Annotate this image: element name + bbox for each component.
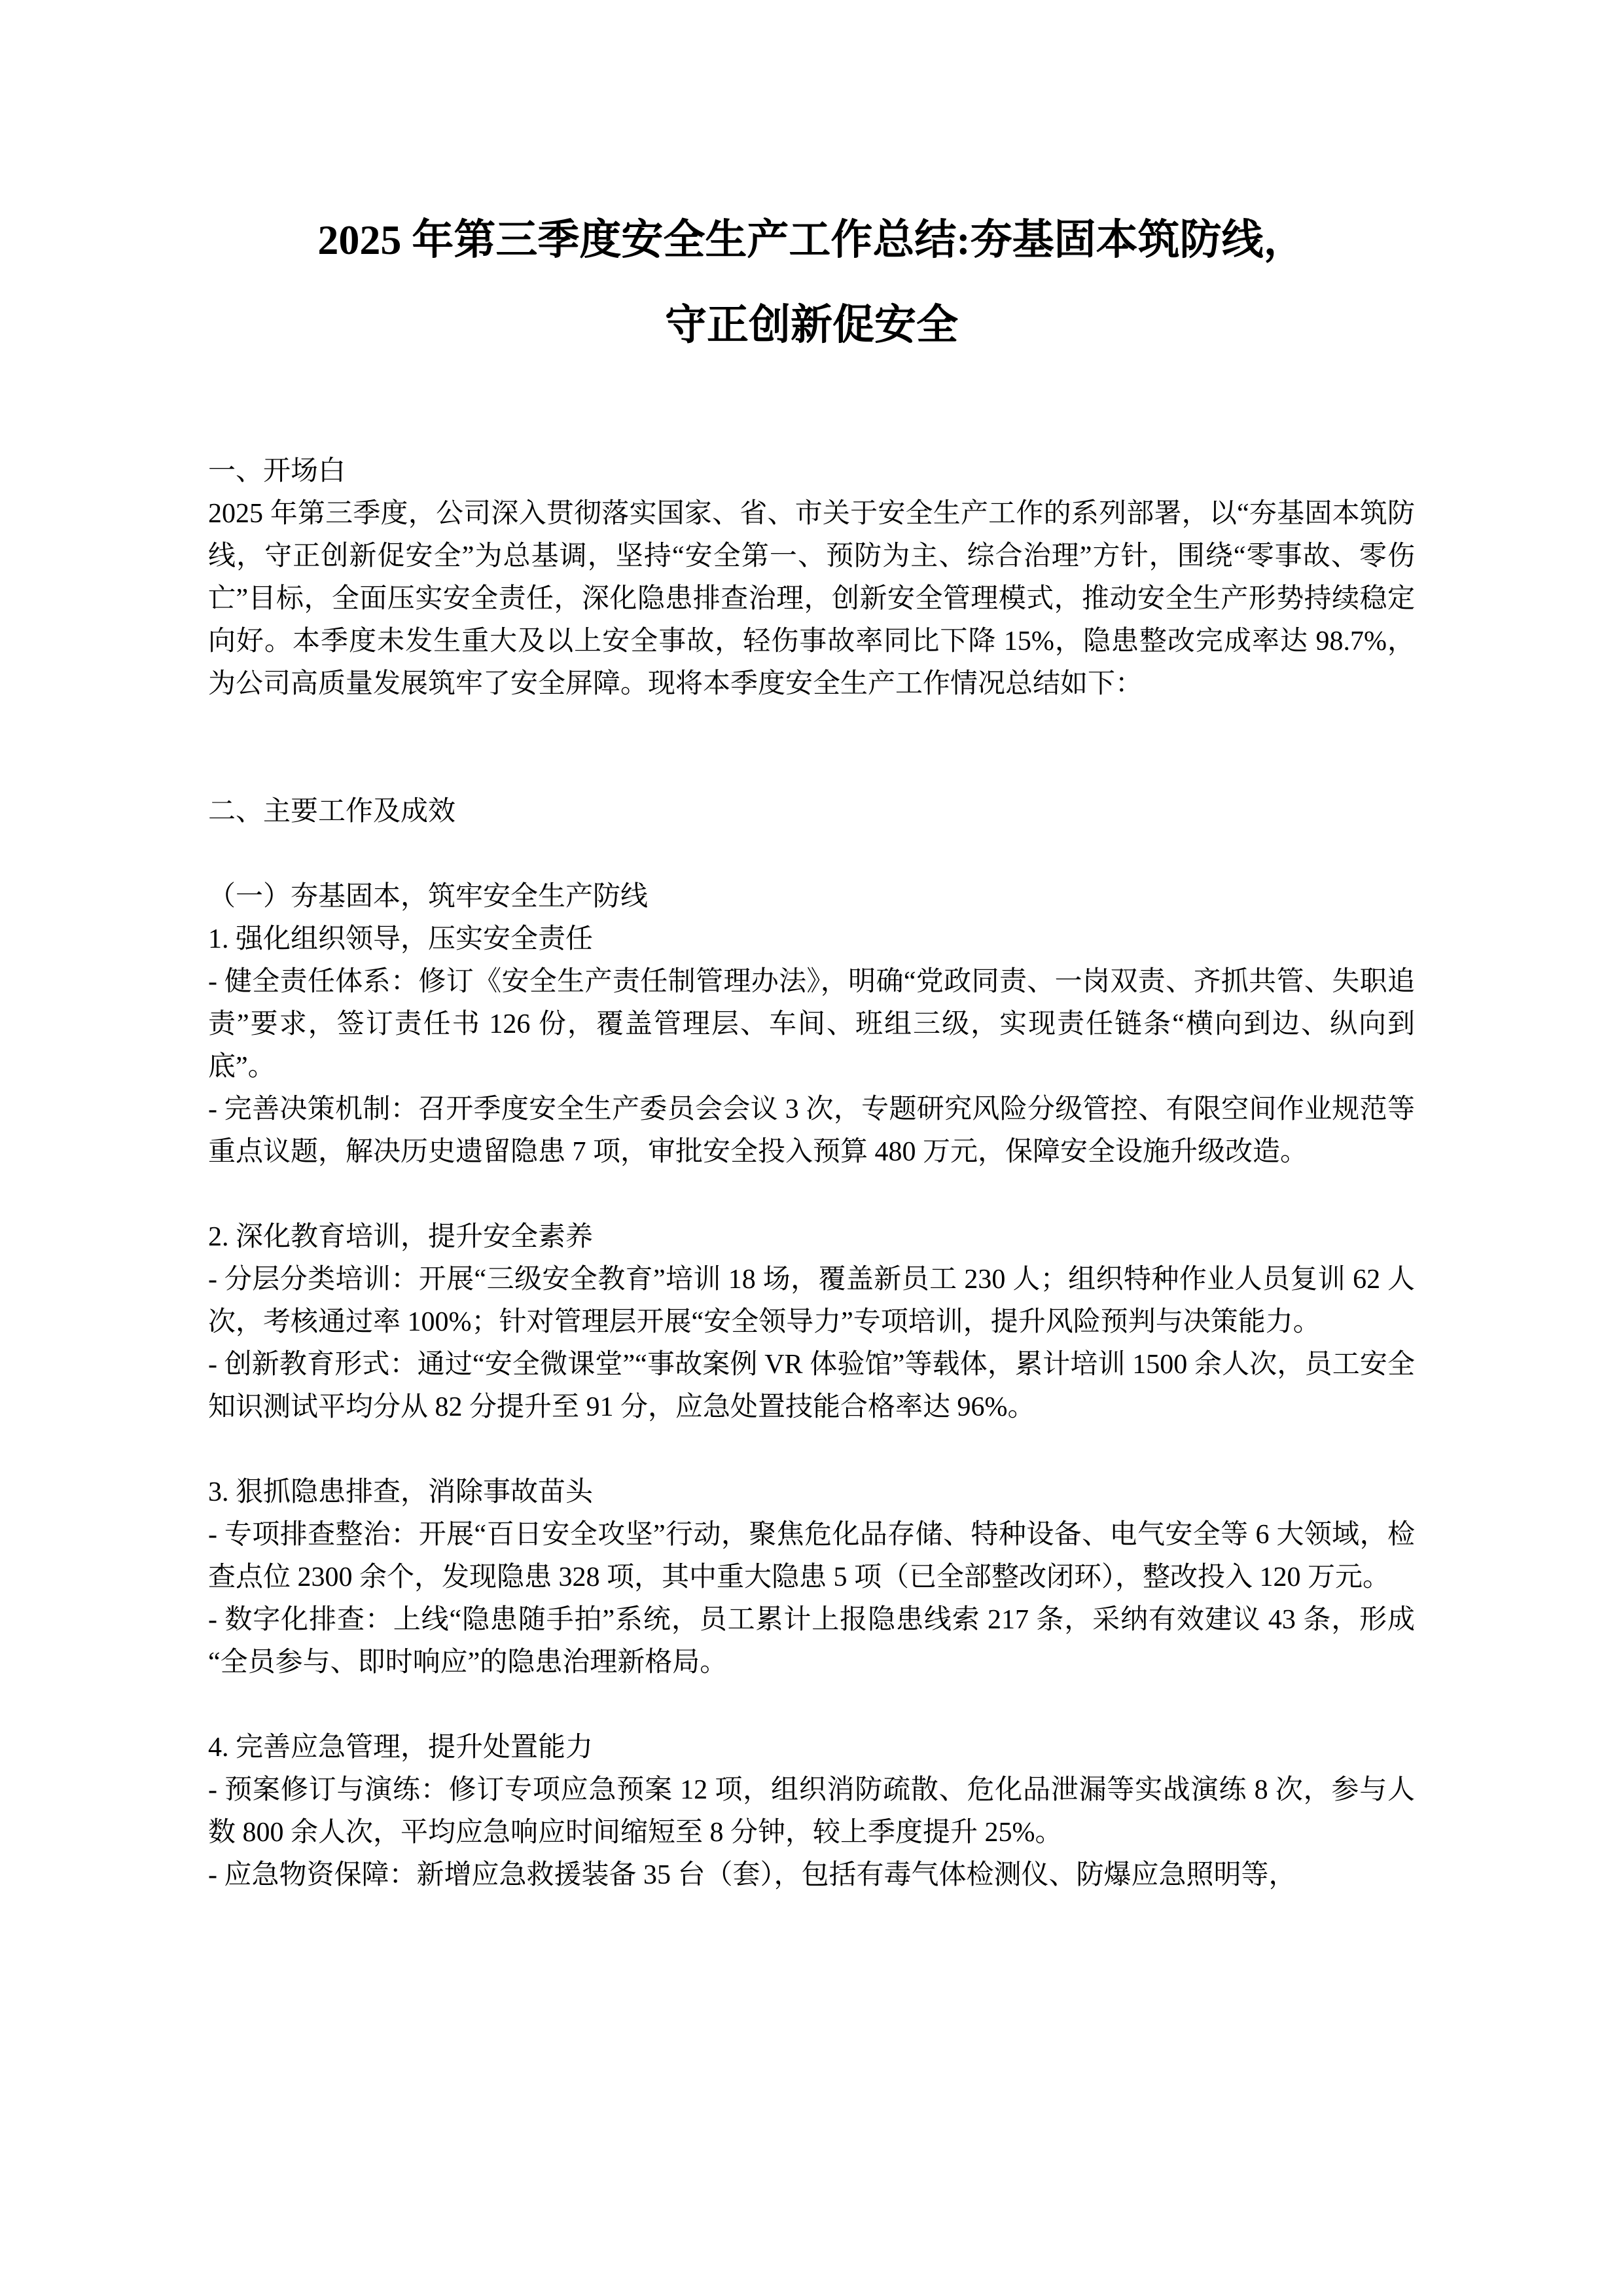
document-title (208, 198, 1415, 368)
work-item-3 (208, 1471, 1415, 1684)
opening-paragraph: 2025 年第三季度，公司深入贯彻落实国家、省、市关于安全生产工作的系列部署，以“夯基固本筑防线，守正创新促安全”为总基调，坚持“安全第一、预防为主、综合治理”方针，围绕“零事故、零伤亡”目标，全面压实安全责任，深化隐患排查治理，创新安全管理模式，推动安全生产形势持续稳定向好。本季度未发生重大及以上安全事故，轻伤事故率同比下降 15%，隐患整改完成率达 98.7%，为公司高质量发展筑牢了安全屏障。现将本季度安全生产工作情况总结如下： (208, 499, 1415, 699)
work-item-2-bullet-2: - 创新教育形式：通过“安全微课堂”“事故案例 VR 体验馆”等载体，累计培训 1500 余人次，员工安全知识测试平均分从 82 分提升至 91 分，应急处置技能合格率达 96%。 (208, 1350, 1415, 1422)
main-work-heading: 二、主要工作及成效 (208, 797, 456, 827)
work-item-4-bullet-2: - 应急物资保障：新增应急救援装备 35 台（套），包括有毒气体检测仪、防爆应急照明等， (208, 1860, 1296, 1890)
work-item-2-heading: 2. 深化教育培训，提升安全素养 (208, 1222, 594, 1252)
work-item-3-bullet-2: - 数字化排查：上线“隐患随手拍”系统，员工累计上报隐患线索 217 条，采纳有效建议 43 条，形成“全员参与、即时响应”的隐患治理新格局。 (208, 1605, 1415, 1677)
work-item-2-bullet-1: - 分层分类培训：开展“三级安全教育”培训 18 场，覆盖新员工 230 人；组织特种作业人员复训 62 人次，考核通过率 100%；针对管理层开展“安全领导力”专项培训，提升风险预判与决策能力。 (208, 1265, 1415, 1337)
subsection-1-heading: （一）夯基固本，筑牢安全生产防线 (208, 882, 649, 912)
work-item-3-heading: 3. 狠抓隐患排查，消除事故苗头 (208, 1477, 594, 1507)
work-item-4-bullet-1: - 预案修订与演练：修订专项应急预案 12 项，组织消防疏散、危化品泄漏等实战演练 8 次，参与人数 800 余人次，平均应急响应时间缩短至 8 分钟，较上季度提升 25%。 (208, 1775, 1415, 1848)
work-item-1-bullet-2: - 完善决策机制：召开季度安全生产委员会会议 3 次，专题研究风险分级管控、有限空间作业规范等重点议题，解决历史遗留隐患 7 项，审批安全投入预算 480 万元，保障安全设施升级改造。 (208, 1094, 1415, 1167)
work-item-1-bullet-1: - 健全责任体系：修订《安全生产责任制管理办法》，明确“党政同责、一岗双责、齐抓共管、失职追责”要求，签订责任书 126 份，覆盖管理层、车间、班组三级，实现责任链条“横向到边、纵向到底”。 (208, 967, 1415, 1082)
opening-heading: 一、开场白 (208, 456, 346, 486)
work-item-4 (208, 1727, 1415, 1897)
work-item-2 (208, 1216, 1415, 1429)
opening-section (208, 450, 1415, 706)
work-item-3-bullet-1: - 专项排查整治：开展“百日安全攻坚”行动，聚焦危化品存储、特种设备、电气安全等 6 大领域，检查点位 2300 余个，发现隐患 328 项，其中重大隐患 5 项（已全部整改闭环），整改投入 120 万元。 (208, 1520, 1415, 1592)
document-title-line-1: 2025 年第三季度安全生产工作总结:夯基固本筑防线， (317, 217, 1306, 263)
work-item-1 (208, 918, 1415, 1174)
work-item-4-heading: 4. 完善应急管理，提升处置能力 (208, 1732, 594, 1763)
document-title-line-2: 守正创新促安全 (665, 302, 958, 348)
work-item-1-heading: 1. 强化组织领导，压实安全责任 (208, 924, 594, 954)
